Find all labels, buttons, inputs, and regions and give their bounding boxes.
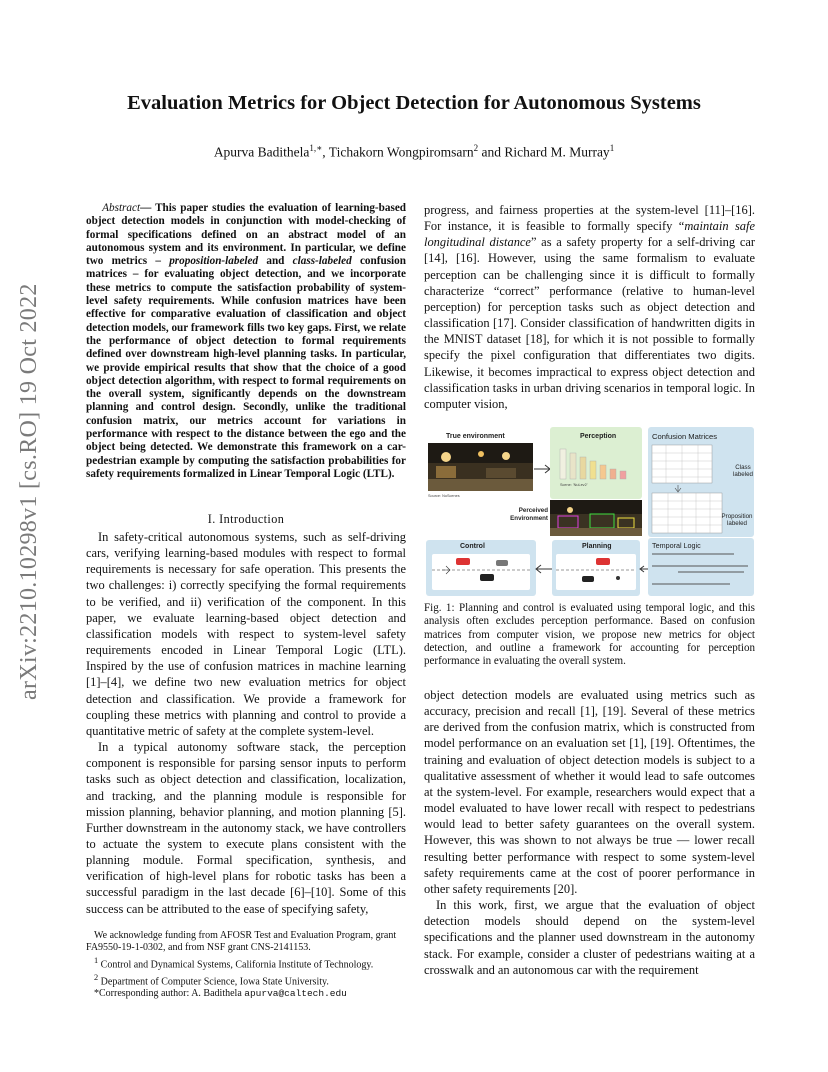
arxiv-side-label: arXiv:2210.10298v1 [cs.RO] 19 Oct 2022: [16, 283, 42, 700]
control-panel: [426, 540, 536, 596]
proposition-labeled-label: Proposition labeled: [721, 513, 753, 527]
control-label: Control: [460, 543, 485, 550]
author-1-affil: 1,∗: [309, 143, 323, 153]
abstract-label: Abstract: [102, 202, 141, 214]
abstract-text-2: and: [258, 255, 293, 268]
right-column-bottom: [424, 687, 755, 978]
planning-panel: [552, 540, 640, 596]
funding-note: We acknowledge funding from AFOSR Test and Evaluation Program, grant FA9550-19-1-0302, and from NSF grant CNS-2141153.: [86, 930, 397, 954]
affiliation-1: $^1$ Control and Dynamical Systems, California Institute of Technology.: [94, 955, 374, 971]
figure-1: [426, 424, 756, 596]
paper-title: Evaluation Metrics for Object Detection for Autonomous Systems: [127, 92, 701, 114]
author-email[interactable]: apurva@caltech.edu: [244, 988, 347, 1000]
intro-paragraph-2: In a typical autonomy software stack, the perception component is responsible for parsing sensor inputs to perform tasks such as object detection and classification, localization, and tracking, and the planning module is responsible for mission planning, behavior planning, and motion planning [5]. Further downstream in the autonomy stack, we have controllers to actuate the system to execute plans consistent with the planning module. Formal specification, synthesis, and verification of high-level plans for robotic tasks has been a successful paradigm in the last decade [6]–[10]. Some of this success can be attributed to the ease of specifying safety,: [86, 740, 406, 916]
intro-paragraph-1: In safety-critical autonomous systems, such as self-driving cars, verifying learning-based modules with respect to formal requirements is necessary for safe operation. This presents the two challenges: i) correctly specifying the formal requirements to be verified, and ii) verification of the component. In this paper, we evaluate learning-based object detection and classification models with respect to system-level safety requirements encoded in Linear Temporal Logic (LTL). Inspired by the use of confusion matrices in machine learning [1]–[4], we define two new evaluation metrics for object detection and classification. We provide a framework for coupling these metrics with planning and control to provide a quantitative metric of safety at the complete system-level.: [86, 530, 406, 738]
temporal-logic-label: Temporal Logic: [652, 541, 701, 550]
author-3-affil: 1: [609, 143, 615, 153]
confusion-matrices-panel: [648, 427, 754, 537]
abstract-text-1: — This paper studies the evaluation of learning-based object detection models in conjunction with model-checking of formal specifications defined on an abstract model of an autonomous system and its environment. In particular, we define two metrics –: [86, 202, 407, 268]
perception-network-icon: [550, 427, 642, 499]
section-heading: I. Introduction: [207, 512, 285, 526]
confusion-matrices-label: Confusion Matrices: [652, 432, 717, 441]
author-line: [0, 143, 828, 161]
right-column-top: progress, and fairness properties at the system-level [11]–[16]. For instance, it is feasible to formally specify “maintain safe longitudinal distance” as a safety property for a self-driving car [14], [16]. However, using the same formalism to evaluate perception can be challenging since it is difficult to formally characterize “correct” performance (relative to human-level perception) for perception tasks such as object detection and classification [17]. Consider classification of handwritten digits in the MNIST dataset [18], for which it is not possible to formally specify the pixel configuration that differentiates two digits. Likewise, it becomes impractical to express object detection and classification tasks in urban driving scenarios in temporal logic. In computer vision,: [424, 203, 756, 411]
author-1: Apurva Badithela: [213, 144, 310, 160]
affiliation-2: $^2$ Department of Computer Science, Iowa State University.: [94, 972, 329, 987]
footnotes: [86, 930, 406, 1001]
perceived-scene-image: [550, 500, 644, 540]
figure-caption: Fig. 1: Planning and control is evaluated using temporal logic, and this analysis often excludes perception performance. Based on confusion matrices from computer vision, we propose new metrics for object detection, and outline a framework for accounting for perception performance in evaluating the overall system.: [424, 602, 755, 668]
perceived-environment-label: Perceived Environment: [510, 507, 548, 522]
true-environment-label: True environment: [446, 433, 505, 440]
right-paragraph-2: In this work, first, we argue that the evaluation of object detection models should depend on the system-level specifications and the planner used downstream in the autonomy stack. For example, consider a cluster of pedestrians waiting at a crosswalk and an autonomous car with the requirement: [424, 898, 755, 977]
class-labeled-label: Class labeled: [733, 464, 753, 478]
planning-road-diagram: [552, 540, 640, 596]
quoted-property: maintain safe longitudinal distance: [424, 219, 755, 250]
planning-label: Planning: [582, 543, 612, 550]
temporal-logic-panel: [648, 538, 754, 596]
true-environment-panel: [426, 424, 538, 502]
right-paragraph-1: object detection models are evaluated using metrics such as accuracy, precision and recall [1], [19]. Several of these metrics are derived from the confusion matrix, which is constructed from model performance on an evaluation set [1], [19]. Oftentimes, the training and evaluation of object detection models is subject to a qualitative assessment of whether it would lead to safe outcomes at the system-level. For example, researchers would expect that a model evaluated to have lower recall with respect to pedestrians would lead to better safety guarantees on the overall system. However, this was shown to not always be true — lower recall resulting better performance with respect to some system-level safety requirements came at the cost of poorer performance in other safety requirements [20].: [424, 688, 755, 896]
introduction: [86, 529, 406, 917]
author-3: and Richard M. Murray: [478, 144, 610, 160]
perception-panel: [550, 427, 642, 499]
scene-label: Scene: 'NuLev2': [560, 483, 588, 487]
control-road-diagram: [426, 540, 536, 596]
author-2: , Tichakorn Wongpiromsarn: [322, 144, 474, 160]
ltl-formulas-image: [648, 538, 754, 596]
arrow-left-icon: [534, 564, 554, 574]
author-2-affil: 2: [473, 143, 479, 153]
street-photo-image: [426, 424, 538, 502]
nuscenes-source-label: Source: NuScenes: [428, 494, 460, 498]
perception-label: Perception: [580, 433, 617, 440]
abstract: [86, 202, 406, 481]
abstract-text-3: confusion matrices – for evaluating object detection, and we incorporate these metrics to compute the satisfaction probability of system-level safety requirements. While confusion matrices have been effective for comparative evaluation of classification and object detection models, our framework fills two key gaps. First, we relate the performance of object detection to formal requirements defined over downstream high-level planning tasks. In particular, we provide empirical results that show that the choice of a good object detection algorithm, with respect to formal requirements on the overall system, significantly depends on the downstream planning and control design. Secondly, unlike the traditional confusion matrix, our metrics account for variations in performance with respect to the distance between the ego and the object being detected. We demonstrate this framework on a car-pedestrian example by computing the satisfaction probabilities for safety requirements formalized in Linear Temporal Logic (LTL).: [86, 255, 406, 480]
abstract-em-1: proposition-labeled: [169, 255, 259, 268]
abstract-em-2: class-labeled: [292, 255, 352, 268]
corresponding-author: *Corresponding author: A. Badithela apurva@caltech.edu: [94, 988, 347, 1000]
